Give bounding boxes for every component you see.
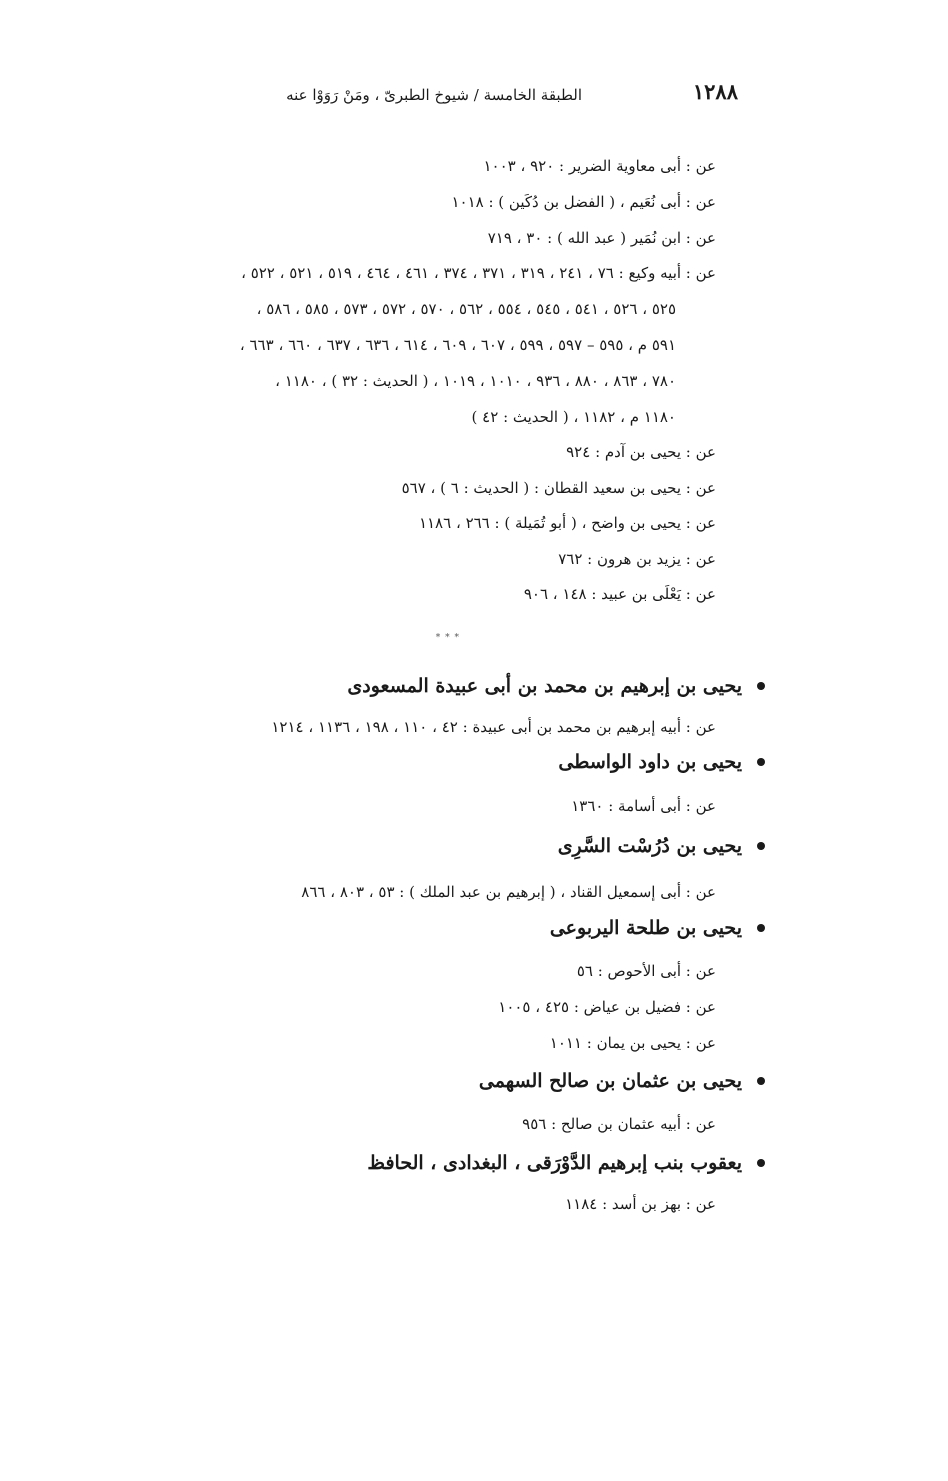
citation-line: عن : أبيه إبرهيم بن محمد بن أبى عبيدة : ٤٢ ، ١١٠ ، ١٩٨ ، ١١٣٦ ، ١٢١٤: [271, 718, 716, 736]
citation-continuation-line: ٥٢٥ ، ٥٢٦ ، ٥٤١ ، ٥٤٥ ، ٥٥٤ ، ٥٦٢ ، ٥٧٠ ، ٥٧٢ ، ٥٧٣ ، ٥٨٥ ، ٥٨٦ ،: [256, 300, 676, 318]
citation-line: عن : أبيه عثمان بن صالح : ٩٥٦: [522, 1115, 716, 1133]
citation-line: عن : أبى الأحوص : ٥٦: [576, 962, 716, 980]
bullet-icon: [757, 1077, 765, 1085]
narrator-heading: يحيى بن إبرهيم بن محمد بن أبى عبيدة المسعودى: [347, 675, 742, 697]
narrator-heading: يحيى بن داود الواسطى: [558, 751, 742, 773]
bullet-icon: [757, 758, 765, 766]
citation-line: عن : فضيل بن عياض : ٤٢٥ ، ١٠٠٥: [498, 998, 716, 1016]
running-title: الطبقة الخامسة / شيوخ الطبرىّ ، ومَنْ رَوَوْا عنه: [286, 86, 582, 104]
citation-continuation-line: ١١٨٠ م ، ١١٨٢ ، ( الحديث : ٤٢ ): [471, 408, 676, 426]
narrator-heading: يحيى بن طلحة اليربوعى: [549, 917, 742, 939]
citation-line: عن : أبى معاوية الضرير : ٩٢٠ ، ١٠٠٣: [483, 157, 716, 175]
narrator-heading: يحيى بن دُرُسْت السَّرِى: [557, 835, 742, 857]
bullet-icon: [757, 682, 765, 690]
citation-line: عن : يحيى بن يمان : ١٠١١: [549, 1034, 716, 1052]
citation-line: عن : يَعْلَى بن عبيد : ١٤٨ ، ٩٠٦: [523, 585, 716, 603]
citation-line: عن : يحيى بن واضح ، ( أبو تُمَيلة ) : ٢٦٦ ، ١١٨٦: [418, 514, 716, 532]
citation-line: عن : أبى نُعَيم ، ( الفضل بن دُكَين ) : ١٠١٨: [451, 193, 716, 211]
citation-line: عن : بهز بن أسد : ١١٨٤: [565, 1195, 716, 1213]
citation-line: عن : أبيه وكيع : ٧٦ ، ٢٤١ ، ٣١٩ ، ٣٧١ ، ٣٧٤ ، ٤٦١ ، ٤٦٤ ، ٥١٩ ، ٥٢١ ، ٥٢٢ ،: [241, 264, 716, 282]
citation-line: عن : أبى إسمعيل القناد ، ( إبرهيم بن عبد الملك ) : ٥٣ ، ٨٠٣ ، ٨٦٦: [301, 883, 716, 901]
section-separator: * * *: [435, 633, 460, 643]
citation-line: عن : ابن نُمَير ( عبد الله ) : ٣٠ ، ٧١٩: [487, 229, 716, 247]
citation-continuation-line: ٧٨٠ ، ٨٦٣ ، ٨٨٠ ، ٩٣٦ ، ١٠١٠ ، ١٠١٩ ، ( الحديث : ٣٢ ) ، ١١٨٠ ،: [275, 372, 676, 390]
narrator-heading: يحيى بن عثمان بن صالح السهمى: [478, 1070, 742, 1092]
page-number: ١٢٨٨: [692, 79, 738, 104]
bullet-icon: [757, 1159, 765, 1167]
citation-line: عن : أبى أسامة : ١٣٦٠: [571, 797, 716, 815]
citation-line: عن : يحيى بن آدم : ٩٢٤: [566, 443, 716, 461]
citation-line: عن : يحيى بن سعيد القطان : ( الحديث : ٦ ) ، ٥٦٧: [401, 479, 716, 497]
bullet-icon: [757, 924, 765, 932]
bullet-icon: [757, 842, 765, 850]
narrator-heading: يعقوب بنب إبرهيم الدَّوْرَقى ، البغدادى ، الحافظ: [367, 1152, 742, 1174]
citation-line: عن : يزيد بن هرون : ٧٦٢: [558, 550, 716, 568]
citation-continuation-line: ٥٩١ م ، ٥٩٥ – ٥٩٧ ، ٥٩٩ ، ٦٠٧ ، ٦٠٩ ، ٦١٤ ، ٦٣٦ ، ٦٣٧ ، ٦٦٠ ، ٦٦٣ ،: [239, 336, 676, 354]
